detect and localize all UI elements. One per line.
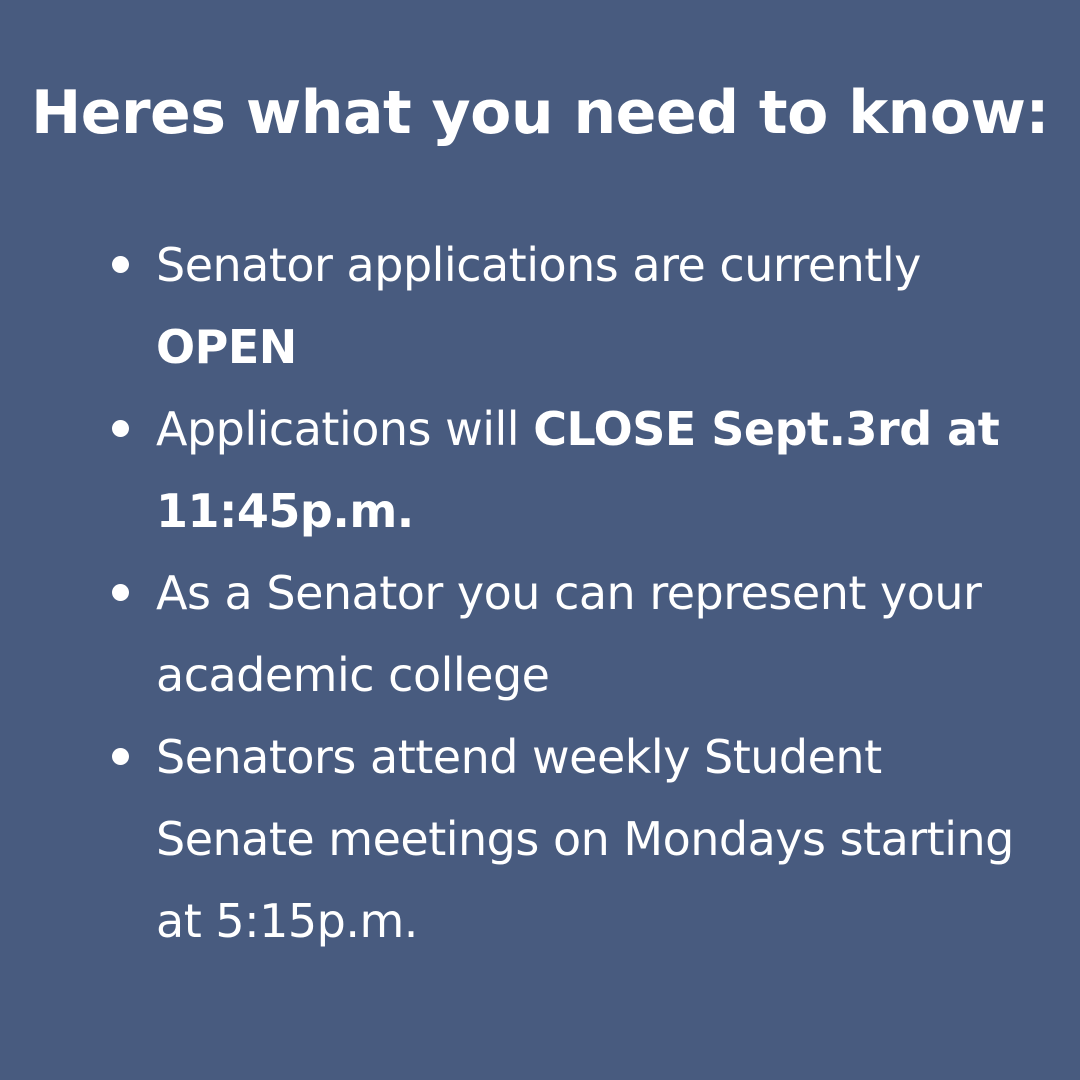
list-item-text: As a Senator you can represent your academic college bbox=[156, 566, 982, 702]
bullet-icon bbox=[112, 748, 129, 765]
list-item-text: Senator applications are currently bbox=[156, 238, 921, 292]
list-item bbox=[0, 716, 1080, 962]
bullet-icon bbox=[112, 584, 129, 601]
list-item bbox=[0, 388, 1080, 552]
info-list bbox=[0, 224, 1080, 962]
list-item bbox=[0, 224, 1080, 388]
list-item-text: Applications will bbox=[156, 402, 534, 456]
list-item-bold-text: CLOSE Sept.3rd at 11:45p.m. bbox=[156, 402, 1000, 538]
bullet-icon bbox=[112, 420, 129, 437]
list-item-bold-text: OPEN bbox=[156, 320, 297, 374]
list-item-text: Senators attend weekly Student Senate meetings on Mondays starting at 5:15p.m. bbox=[156, 730, 1014, 948]
page-title: Heres what you need to know: bbox=[31, 78, 1049, 148]
list-item bbox=[0, 552, 1080, 716]
bullet-icon bbox=[112, 256, 129, 273]
